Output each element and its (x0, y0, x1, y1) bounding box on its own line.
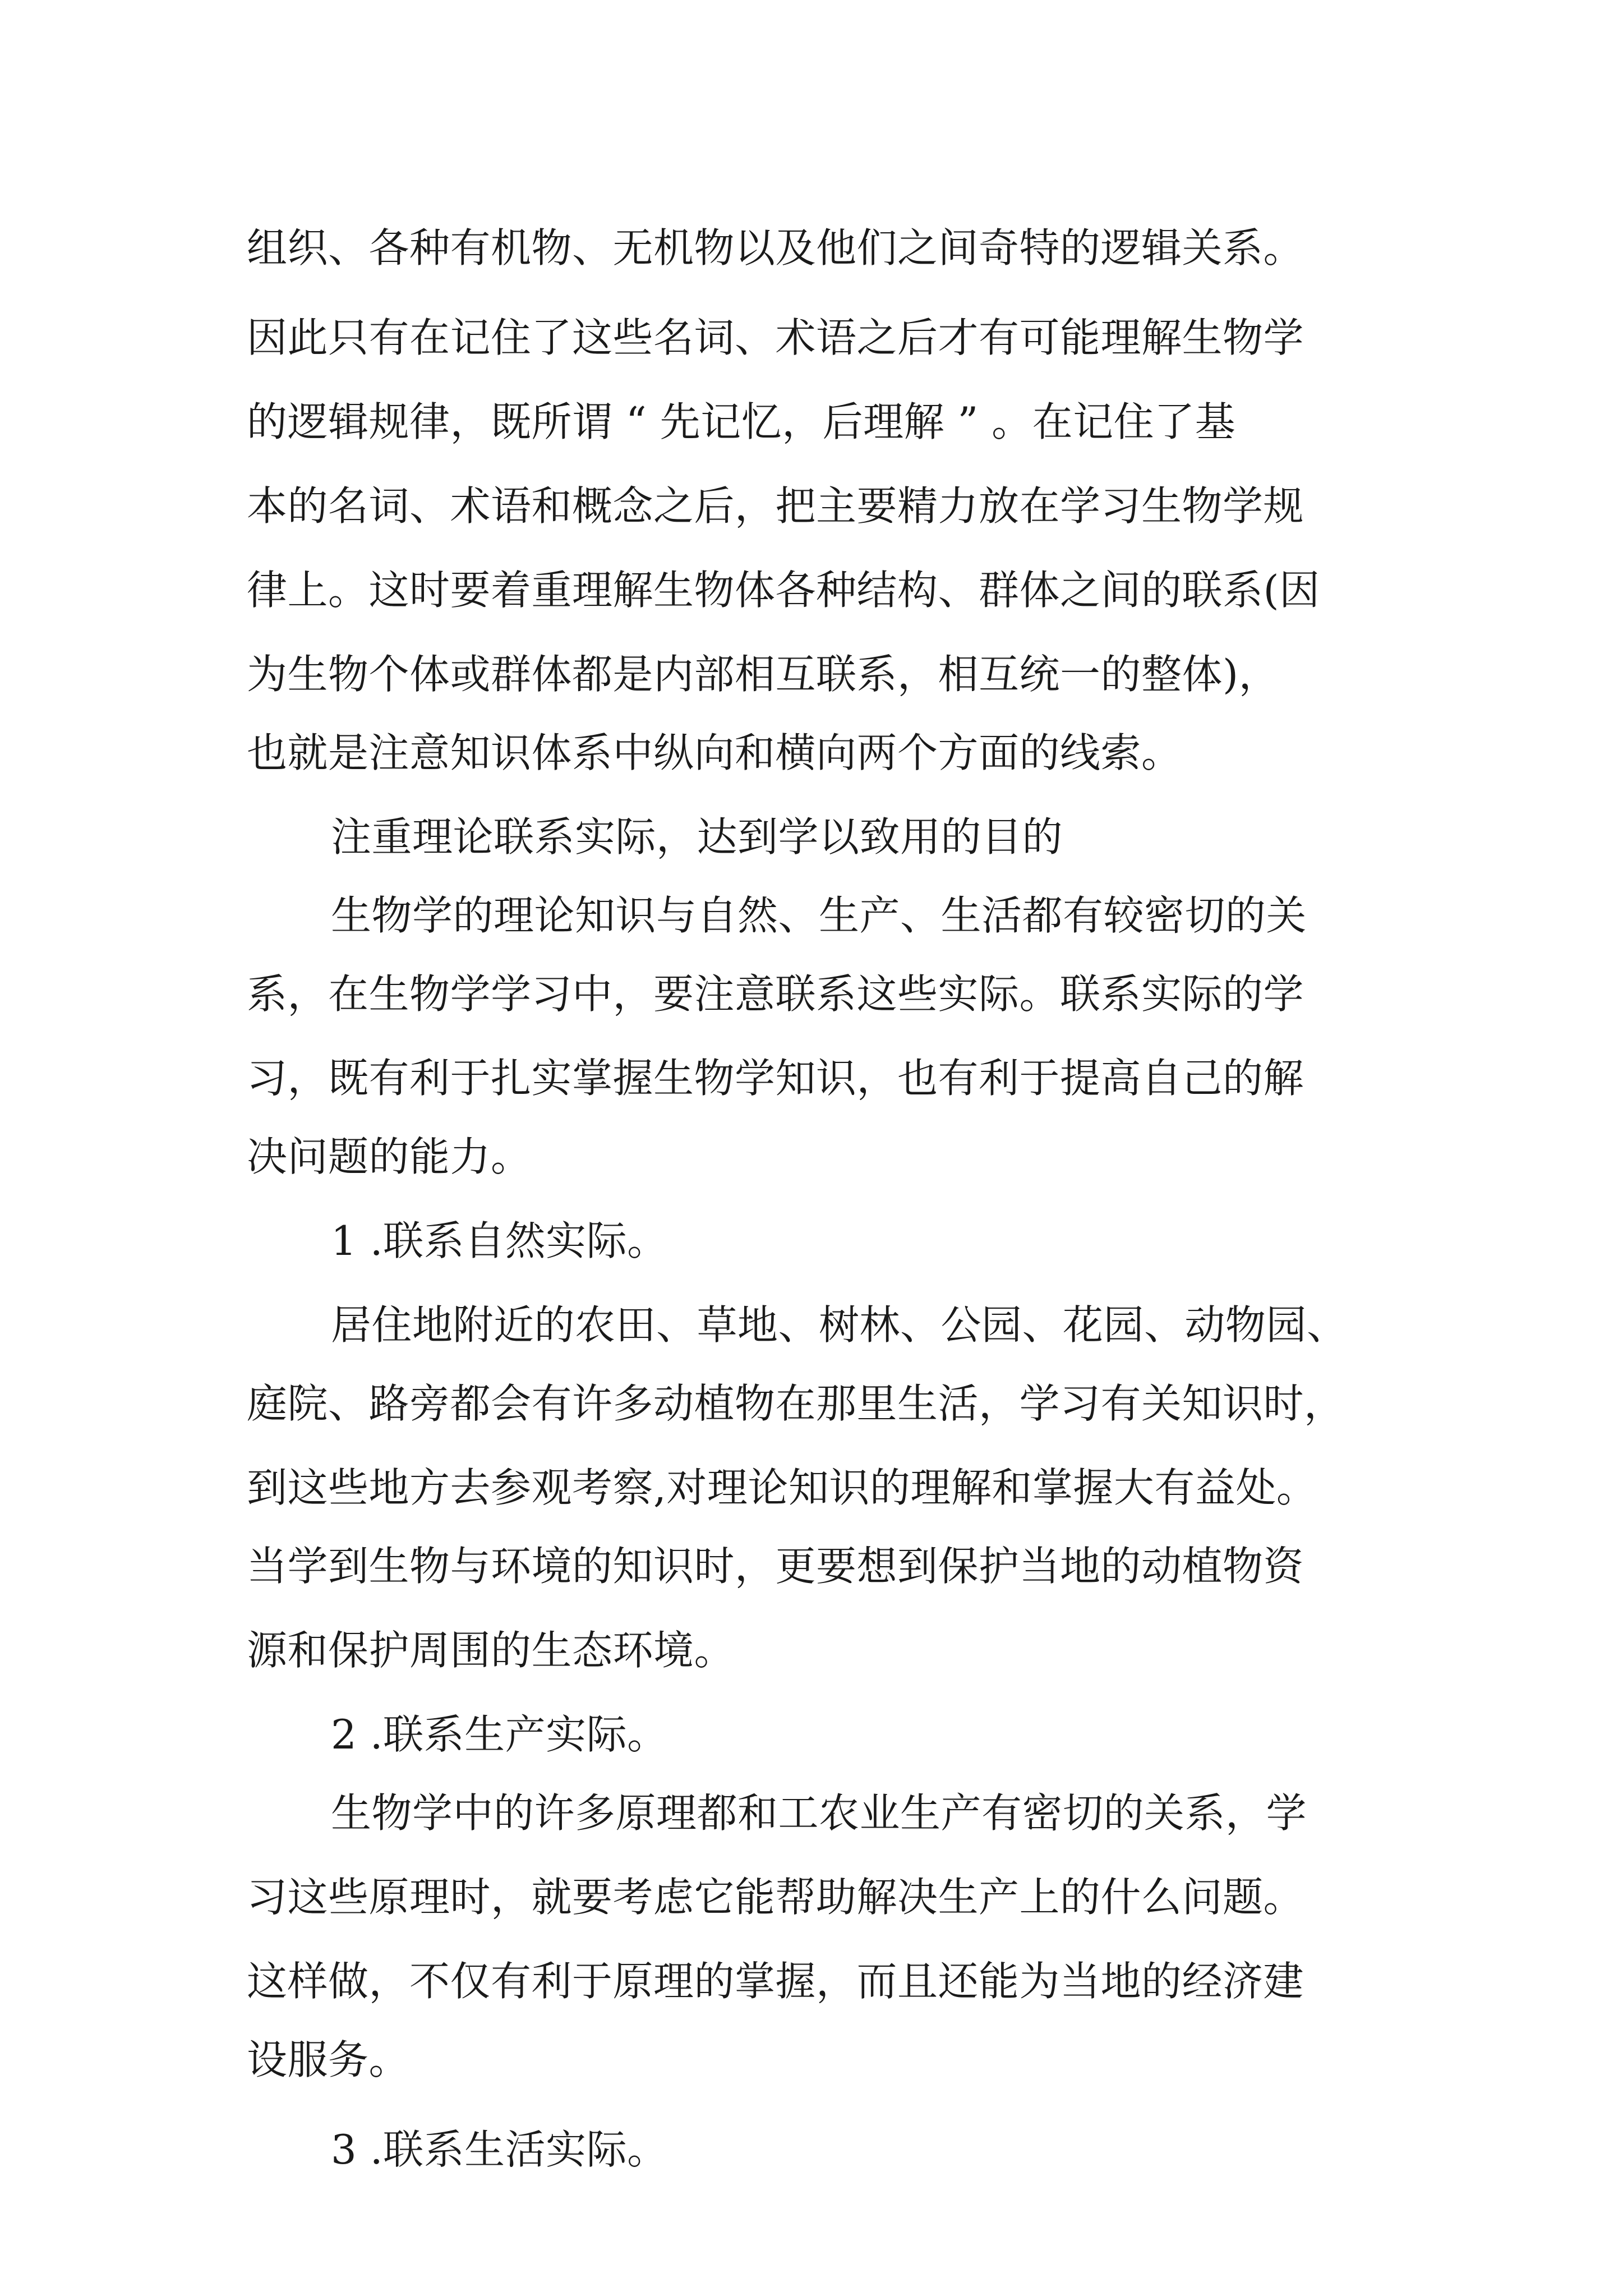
section-heading: 注重理论联系实际，达到学以致用的目的 (331, 813, 1063, 861)
text-line: 到这些地方去参观考察,对理论知识的理解和掌握大有益处。 (247, 1464, 1317, 1511)
text-line: 设服务。 (247, 2036, 410, 2083)
text-line: 庭院、路旁都会有许多动植物在那里生活，学习有关知识时， (247, 1380, 1345, 1427)
text-line: 系，在生物学学习中，要注意联系这些实际。联系实际的学 (247, 970, 1304, 1018)
text-line: 习，既有利于扎实掌握生物学知识，也有利于提高自己的解 (247, 1055, 1304, 1102)
numbered-item: 1 .联系自然实际。 (331, 1217, 668, 1264)
text-line: 因此只有在记住了这些名词、术语之后才有可能理解生物学 (247, 314, 1304, 361)
text-line: 源和保护周围的生态环境。 (247, 1627, 735, 1674)
numbered-item: 3 .联系生活实际。 (331, 2126, 668, 2173)
text-line: 为生物个体或群体都是内部相互联系，相互统一的整体)， (247, 651, 1280, 698)
text-line: 居住地附近的农田、草地、树林、公园、花园、动物园、 (331, 1301, 1348, 1349)
text-line: 习这些原理时，就要考虑它能帮助解决生产上的什么问题。 (247, 1874, 1304, 1921)
text-line: 也就是注意知识体系中纵向和横向两个方面的线索。 (247, 729, 1182, 776)
numbered-item: 2 .联系生产实际。 (331, 1711, 668, 1758)
text-line: 决问题的能力。 (247, 1133, 532, 1180)
text-line: 本的名词、术语和概念之后，把主要精力放在学习生物学规 (247, 482, 1304, 530)
text-line: 的逻辑规律，既所谓 “ 先记忆，后理解 ” 。在记住了基 (247, 398, 1236, 445)
text-line: 生物学中的许多原理都和工农业生产有密切的关系，学 (331, 1789, 1307, 1837)
text-line: 组织、各种有机物、无机物以及他们之间奇特的逻辑关系。 (247, 224, 1304, 272)
text-line: 当学到生物与环境的知识时，更要想到保护当地的动植物资 (247, 1543, 1304, 1590)
text-line: 生物学的理论知识与自然、生产、生活都有较密切的关 (331, 892, 1307, 939)
text-line: 律上。这时要着重理解生物体各种结构、群体之间的联系(因 (247, 567, 1320, 614)
text-line: 这样做，不仅有利于原理的掌握，而且还能为当地的经济建 (247, 1958, 1304, 2005)
